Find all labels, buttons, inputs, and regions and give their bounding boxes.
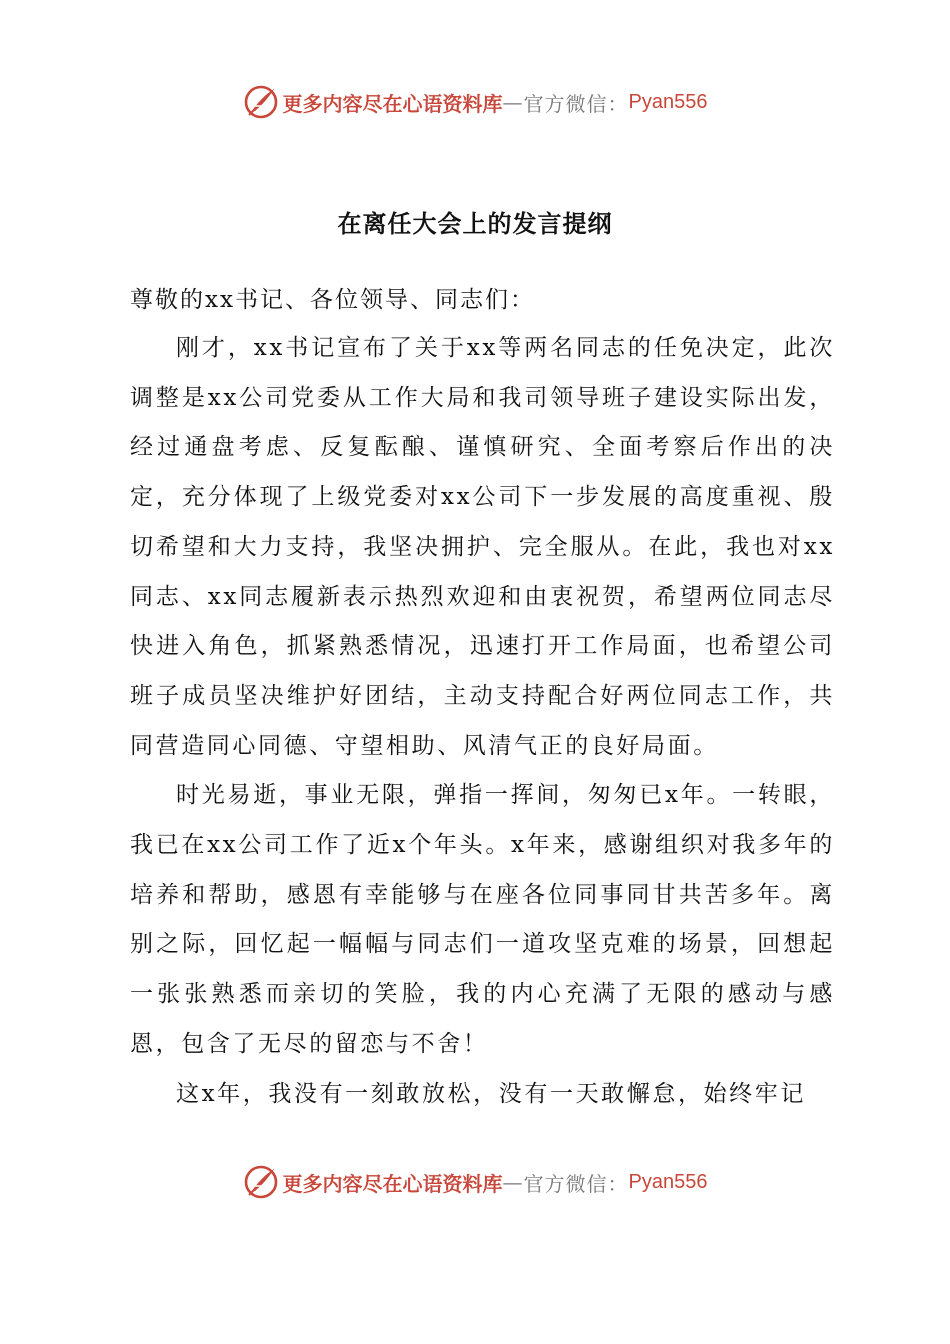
- watermark-separator: —: [502, 1170, 524, 1194]
- quill-pen-logo-icon: [243, 1164, 279, 1200]
- watermark-separator: —: [502, 90, 524, 114]
- watermark-main-text: 更多内容尽在心语资料库: [282, 91, 503, 116]
- watermark-wechat-id: Pyan556: [628, 1170, 708, 1193]
- document-body: [130, 324, 835, 1119]
- greeting-line: 尊敬的xx书记、各位领导、同志们：: [130, 287, 535, 313]
- watermark-header: [0, 82, 950, 122]
- paragraph: 时光易逝，事业无限，弹指一挥间，匆匆已x年。一转眼，我已在xx公司工作了近x个年头。x年来，感谢组织对我多年的培养和帮助，感恩有幸能够与在座各位同事同甘共苦多年。离别之际，回忆起一幅幅与同志们一道攻坚克难的场景，回想起一张张熟悉而亲切的笑脸，我的内心充满了无限的感动与感恩，包含了无尽的留恋与不舍！: [130, 782, 835, 1057]
- document-title: 在离任大会上的发言提纲: [337, 209, 613, 238]
- paragraph: 这x年，我没有一刻敢放松，没有一天敢懈怠，始终牢记: [176, 1080, 806, 1107]
- watermark-wechat-label: 官方微信：: [523, 91, 629, 116]
- watermark-footer: [0, 1162, 950, 1202]
- watermark-main-text: 更多内容尽在心语资料库: [282, 1171, 503, 1196]
- watermark-wechat-label: 官方微信：: [523, 1171, 629, 1196]
- paragraph: 刚才，xx书记宣布了关于xx等两名同志的任免决定，此次调整是xx公司党委从工作大局和我司领导班子建设实际出发，经过通盘考虑、反复酝酿、谨慎研究、全面考察后作出的决定，充分体现了上级党委对xx公司下一步发展的高度重视、殷切希望和大力支持，我坚决拥护、完全服从。在此，我也对xx同志、xx同志履新表示热烈欢迎和由衷祝贺，希望两位同志尽快进入角色，抓紧熟悉情况，迅速打开工作局面，也希望公司班子成员坚决维护好团结，主动支持配合好两位同志工作，共同营造同心同德、守望相助、风清气正的良好局面。: [130, 335, 835, 759]
- quill-pen-logo-icon: [243, 84, 279, 120]
- watermark-wechat-id: Pyan556: [628, 90, 708, 113]
